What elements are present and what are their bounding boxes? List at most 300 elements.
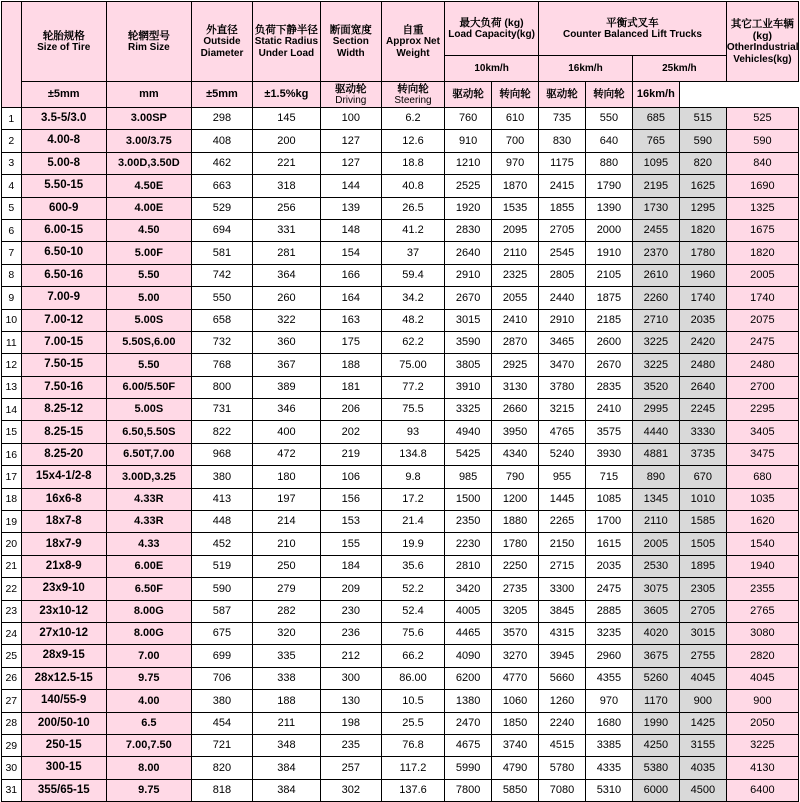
table-row: [2, 734, 799, 756]
cell-steering-25: 590: [679, 130, 726, 152]
cell-net-weight: 17.2: [381, 488, 444, 510]
cell-steering-25: 4035: [679, 757, 726, 779]
cell-steering-16: 970: [585, 690, 632, 712]
cell-rim-size: 6.00/5.50F: [106, 376, 191, 398]
cell-net-weight: 26.5: [381, 197, 444, 219]
cell-net-weight: 134.8: [381, 443, 444, 465]
cell-driving-10: 4090: [445, 645, 492, 667]
cell-other-vehicles: 840: [726, 152, 798, 174]
cell-steering-16: 3575: [585, 421, 632, 443]
cell-net-weight: 34.2: [381, 287, 444, 309]
cell-driving-16: 735: [539, 108, 586, 130]
row-index: 31: [2, 779, 22, 801]
table-row: [2, 667, 799, 689]
cell-steering-25: 1505: [679, 533, 726, 555]
cell-rim-size: 5.00S: [106, 309, 191, 331]
cell-other-vehicles: 1940: [726, 555, 798, 577]
row-index: 26: [2, 667, 22, 689]
cell-outside-diameter: 454: [191, 712, 252, 734]
cell-static-radius: 346: [253, 399, 321, 421]
cell-steering-16: 1910: [585, 242, 632, 264]
cell-driving-10: 760: [445, 108, 492, 130]
cell-section-width: 154: [320, 242, 381, 264]
unit-section-width: ±5mm: [191, 82, 252, 108]
cell-outside-diameter: 675: [191, 622, 252, 644]
cell-steering-10: 2250: [492, 555, 539, 577]
cell-other-vehicles: 1620: [726, 511, 798, 533]
cell-tire-size: 16x6-8: [21, 488, 106, 510]
cell-other-vehicles: 1325: [726, 197, 798, 219]
cell-static-radius: 145: [253, 108, 321, 130]
cell-driving-16: 2440: [539, 287, 586, 309]
cell-static-radius: 384: [253, 779, 321, 801]
cell-driving-25: 2110: [632, 511, 679, 533]
cell-tire-size: 8.25-20: [21, 443, 106, 465]
table-row: [2, 130, 799, 152]
cell-static-radius: 221: [253, 152, 321, 174]
cell-steering-10: 4340: [492, 443, 539, 465]
cell-driving-25: 5260: [632, 667, 679, 689]
cell-steering-10: 2870: [492, 331, 539, 353]
cell-steering-10: 700: [492, 130, 539, 152]
row-index: 18: [2, 488, 22, 510]
cell-outside-diameter: 768: [191, 354, 252, 376]
cell-steering-25: 2705: [679, 600, 726, 622]
cell-steering-25: 1895: [679, 555, 726, 577]
cell-driving-16: 5780: [539, 757, 586, 779]
cell-static-radius: 200: [253, 130, 321, 152]
cell-section-width: 230: [320, 600, 381, 622]
row-index: 3: [2, 152, 22, 174]
row-index: 24: [2, 622, 22, 644]
cell-steering-10: 970: [492, 152, 539, 174]
row-index: 1: [2, 108, 22, 130]
row-index: 8: [2, 264, 22, 286]
header-tire-size: 轮胎规格 Size of Tire: [21, 2, 106, 82]
row-index: 6: [2, 219, 22, 241]
cell-driving-25: 1730: [632, 197, 679, 219]
row-index: 15: [2, 421, 22, 443]
cell-driving-25: 3225: [632, 331, 679, 353]
cell-static-radius: 320: [253, 622, 321, 644]
cell-steering-25: 3735: [679, 443, 726, 465]
cell-driving-16: 1855: [539, 197, 586, 219]
cell-other-vehicles: 1675: [726, 219, 798, 241]
unit-other-vehicles: 16km/h: [632, 82, 679, 108]
cell-other-vehicles: 2820: [726, 645, 798, 667]
table-row: [2, 690, 799, 712]
row-index: 4: [2, 175, 22, 197]
cell-driving-25: 4020: [632, 622, 679, 644]
cell-driving-10: 2910: [445, 264, 492, 286]
table-row: [2, 555, 799, 577]
cell-outside-diameter: 550: [191, 287, 252, 309]
cell-driving-10: 2350: [445, 511, 492, 533]
cell-tire-size: 18x7-8: [21, 511, 106, 533]
cell-tire-size: 8.25-15: [21, 421, 106, 443]
cell-rim-size: 3.00/3.75: [106, 130, 191, 152]
cell-steering-25: 4500: [679, 779, 726, 801]
cell-steering-25: 3155: [679, 734, 726, 756]
cell-rim-size: 3.00SP: [106, 108, 191, 130]
cell-driving-25: 3605: [632, 600, 679, 622]
cell-steering-10: 1780: [492, 533, 539, 555]
cell-steering-25: 1625: [679, 175, 726, 197]
cell-tire-size: 5.00-8: [21, 152, 106, 174]
cell-section-width: 155: [320, 533, 381, 555]
cell-tire-size: 6.50-10: [21, 242, 106, 264]
cell-steering-16: 5310: [585, 779, 632, 801]
table-row: [2, 287, 799, 309]
cell-rim-size: 5.50S,6.00: [106, 331, 191, 353]
cell-rim-size: 3.00D,3.25: [106, 466, 191, 488]
cell-outside-diameter: 694: [191, 219, 252, 241]
cell-net-weight: 52.2: [381, 578, 444, 600]
cell-steering-16: 880: [585, 152, 632, 174]
cell-rim-size: 8.00G: [106, 600, 191, 622]
cell-rim-size: 6.50F: [106, 578, 191, 600]
cell-rim-size: 4.33R: [106, 488, 191, 510]
cell-rim-size: 6.5: [106, 712, 191, 734]
cell-outside-diameter: 413: [191, 488, 252, 510]
cell-driving-25: 2530: [632, 555, 679, 577]
cell-driving-16: 3845: [539, 600, 586, 622]
cell-outside-diameter: 968: [191, 443, 252, 465]
cell-driving-25: 4881: [632, 443, 679, 465]
cell-driving-10: 4940: [445, 421, 492, 443]
cell-steering-10: 1535: [492, 197, 539, 219]
cell-steering-16: 2105: [585, 264, 632, 286]
table-row: [2, 600, 799, 622]
cell-driving-10: 3805: [445, 354, 492, 376]
cell-tire-size: 8.25-12: [21, 399, 106, 421]
cell-steering-16: 2885: [585, 600, 632, 622]
cell-section-width: 156: [320, 488, 381, 510]
cell-static-radius: 367: [253, 354, 321, 376]
cell-other-vehicles: 2475: [726, 331, 798, 353]
header-driving-10: 驱动轮 Driving: [320, 82, 381, 108]
cell-outside-diameter: 706: [191, 667, 252, 689]
row-index: 30: [2, 757, 22, 779]
cell-section-width: 257: [320, 757, 381, 779]
cell-driving-10: 2810: [445, 555, 492, 577]
cell-driving-25: 765: [632, 130, 679, 152]
cell-other-vehicles: 590: [726, 130, 798, 152]
cell-steering-16: 2000: [585, 219, 632, 241]
cell-other-vehicles: 680: [726, 466, 798, 488]
row-index: 28: [2, 712, 22, 734]
cell-static-radius: 180: [253, 466, 321, 488]
cell-tire-size: 140/55-9: [21, 690, 106, 712]
cell-driving-25: 4440: [632, 421, 679, 443]
cell-driving-10: 1380: [445, 690, 492, 712]
cell-steering-10: 1200: [492, 488, 539, 510]
table-row: [2, 242, 799, 264]
cell-driving-16: 3470: [539, 354, 586, 376]
cell-rim-size: 4.50E: [106, 175, 191, 197]
cell-outside-diameter: 581: [191, 242, 252, 264]
cell-driving-10: 2670: [445, 287, 492, 309]
cell-driving-25: 1345: [632, 488, 679, 510]
cell-static-radius: 214: [253, 511, 321, 533]
cell-static-radius: 256: [253, 197, 321, 219]
cell-driving-25: 3225: [632, 354, 679, 376]
table-row: [2, 712, 799, 734]
cell-steering-10: 1880: [492, 511, 539, 533]
cell-driving-25: 2370: [632, 242, 679, 264]
cell-outside-diameter: 658: [191, 309, 252, 331]
cell-steering-25: 4045: [679, 667, 726, 689]
cell-net-weight: 137.6: [381, 779, 444, 801]
cell-steering-16: 2670: [585, 354, 632, 376]
cell-driving-16: 1175: [539, 152, 586, 174]
cell-net-weight: 93: [381, 421, 444, 443]
cell-outside-diameter: 380: [191, 690, 252, 712]
cell-section-width: 100: [320, 108, 381, 130]
cell-tire-size: 18x7-9: [21, 533, 106, 555]
table-row: [2, 309, 799, 331]
cell-driving-16: 3300: [539, 578, 586, 600]
cell-driving-10: 2525: [445, 175, 492, 197]
header-counter-balanced-lift-trucks: 平衡式叉车 Counter Balanced Lift Trucks: [539, 2, 727, 56]
cell-rim-size: 5.00: [106, 287, 191, 309]
header-other-industrial-vehicles: 其它工业车辆(kg) OtherIndustrial Vehicles(kg): [726, 2, 798, 82]
cell-outside-diameter: 590: [191, 578, 252, 600]
cell-rim-size: 5.50: [106, 354, 191, 376]
cell-tire-size: 15x4-1/2-8: [21, 466, 106, 488]
cell-tire-size: 27x10-12: [21, 622, 106, 644]
cell-section-width: 144: [320, 175, 381, 197]
cell-outside-diameter: 298: [191, 108, 252, 130]
cell-tire-size: 7.00-9: [21, 287, 106, 309]
table-row: [2, 354, 799, 376]
row-index: 27: [2, 690, 22, 712]
row-index: 16: [2, 443, 22, 465]
cell-static-radius: 338: [253, 667, 321, 689]
cell-steering-10: 1870: [492, 175, 539, 197]
cell-rim-size: 5.50: [106, 264, 191, 286]
table-row: [2, 421, 799, 443]
cell-rim-size: 4.00E: [106, 197, 191, 219]
cell-driving-16: 3945: [539, 645, 586, 667]
cell-steering-16: 2035: [585, 555, 632, 577]
table-row: [2, 108, 799, 130]
cell-section-width: 236: [320, 622, 381, 644]
cell-driving-10: 985: [445, 466, 492, 488]
cell-rim-size: 8.00G: [106, 622, 191, 644]
table-row: [2, 197, 799, 219]
cell-steering-10: 2110: [492, 242, 539, 264]
cell-rim-size: 4.33: [106, 533, 191, 555]
header-load-capacity: 最大负荷 (kg) Load Capacity(kg): [445, 2, 539, 56]
cell-rim-size: 8.00: [106, 757, 191, 779]
cell-steering-25: 515: [679, 108, 726, 130]
cell-steering-25: 1010: [679, 488, 726, 510]
cell-other-vehicles: 4130: [726, 757, 798, 779]
cell-driving-25: 1170: [632, 690, 679, 712]
cell-tire-size: 7.00-15: [21, 331, 106, 353]
row-index: 20: [2, 533, 22, 555]
cell-steering-16: 2410: [585, 399, 632, 421]
cell-net-weight: 35.6: [381, 555, 444, 577]
header-steering-10: 转向轮 Steering: [381, 82, 444, 108]
cell-outside-diameter: 699: [191, 645, 252, 667]
row-index: 2: [2, 130, 22, 152]
cell-net-weight: 25.5: [381, 712, 444, 734]
cell-section-width: 198: [320, 712, 381, 734]
cell-tire-size: 7.50-16: [21, 376, 106, 398]
cell-steering-10: 3130: [492, 376, 539, 398]
cell-section-width: 202: [320, 421, 381, 443]
cell-driving-16: 4315: [539, 622, 586, 644]
cell-driving-16: 955: [539, 466, 586, 488]
cell-steering-10: 3740: [492, 734, 539, 756]
cell-steering-10: 4770: [492, 667, 539, 689]
cell-net-weight: 19.9: [381, 533, 444, 555]
table-row: [2, 175, 799, 197]
cell-steering-25: 1585: [679, 511, 726, 533]
cell-net-weight: 59.4: [381, 264, 444, 286]
cell-driving-16: 2545: [539, 242, 586, 264]
row-index: 9: [2, 287, 22, 309]
cell-driving-16: 1260: [539, 690, 586, 712]
cell-section-width: 127: [320, 152, 381, 174]
cell-outside-diameter: 587: [191, 600, 252, 622]
cell-section-width: 163: [320, 309, 381, 331]
cell-net-weight: 62.2: [381, 331, 444, 353]
table-row: [2, 622, 799, 644]
cell-tire-size: 200/50-10: [21, 712, 106, 734]
cell-net-weight: 37: [381, 242, 444, 264]
cell-driving-16: 4765: [539, 421, 586, 443]
cell-driving-16: 3465: [539, 331, 586, 353]
row-index: 7: [2, 242, 22, 264]
cell-static-radius: 389: [253, 376, 321, 398]
table-row: [2, 488, 799, 510]
cell-rim-size: 6.50,5.50S: [106, 421, 191, 443]
cell-rim-size: 6.50T,7.00: [106, 443, 191, 465]
cell-driving-16: 2415: [539, 175, 586, 197]
cell-outside-diameter: 721: [191, 734, 252, 756]
cell-net-weight: 75.6: [381, 622, 444, 644]
cell-driving-10: 5425: [445, 443, 492, 465]
cell-rim-size: 4.00: [106, 690, 191, 712]
row-index: 13: [2, 376, 22, 398]
unit-net-weight: ±1.5%kg: [253, 82, 321, 108]
row-index: 14: [2, 399, 22, 421]
cell-driving-16: 2715: [539, 555, 586, 577]
cell-static-radius: 188: [253, 690, 321, 712]
cell-tire-size: 355/65-15: [21, 779, 106, 801]
cell-steering-25: 1425: [679, 712, 726, 734]
cell-steering-25: 2035: [679, 309, 726, 331]
cell-tire-size: 28x9-15: [21, 645, 106, 667]
cell-tire-size: 600-9: [21, 197, 106, 219]
cell-driving-16: 5660: [539, 667, 586, 689]
cell-section-width: 302: [320, 779, 381, 801]
row-index: 5: [2, 197, 22, 219]
cell-steering-16: 1875: [585, 287, 632, 309]
cell-other-vehicles: 525: [726, 108, 798, 130]
cell-driving-25: 2455: [632, 219, 679, 241]
cell-steering-25: 1740: [679, 287, 726, 309]
row-index: 12: [2, 354, 22, 376]
cell-driving-25: 1990: [632, 712, 679, 734]
cell-driving-16: 4515: [539, 734, 586, 756]
cell-tire-size: 300-15: [21, 757, 106, 779]
cell-driving-16: 1445: [539, 488, 586, 510]
cell-section-width: 153: [320, 511, 381, 533]
cell-tire-size: 6.50-16: [21, 264, 106, 286]
cell-driving-16: 3780: [539, 376, 586, 398]
cell-static-radius: 250: [253, 555, 321, 577]
cell-driving-25: 2005: [632, 533, 679, 555]
row-index: 22: [2, 578, 22, 600]
cell-steering-16: 3235: [585, 622, 632, 644]
cell-net-weight: 86.00: [381, 667, 444, 689]
unit-static-radius: mm: [106, 82, 191, 108]
cell-driving-10: 1920: [445, 197, 492, 219]
cell-outside-diameter: 452: [191, 533, 252, 555]
cell-tire-size: 3.5-5/3.0: [21, 108, 106, 130]
cell-net-weight: 117.2: [381, 757, 444, 779]
cell-driving-10: 910: [445, 130, 492, 152]
cell-steering-16: 1085: [585, 488, 632, 510]
cell-outside-diameter: 408: [191, 130, 252, 152]
cell-steering-16: 3385: [585, 734, 632, 756]
cell-section-width: 219: [320, 443, 381, 465]
cell-steering-10: 2410: [492, 309, 539, 331]
cell-section-width: 209: [320, 578, 381, 600]
cell-section-width: 106: [320, 466, 381, 488]
cell-static-radius: 281: [253, 242, 321, 264]
row-index: 21: [2, 555, 22, 577]
header-section-width: 断面宽度 Section Width: [320, 2, 381, 82]
cell-section-width: 127: [320, 130, 381, 152]
cell-net-weight: 48.2: [381, 309, 444, 331]
cell-outside-diameter: 663: [191, 175, 252, 197]
cell-section-width: 300: [320, 667, 381, 689]
cell-steering-10: 2325: [492, 264, 539, 286]
cell-steering-10: 3950: [492, 421, 539, 443]
row-index: 17: [2, 466, 22, 488]
cell-static-radius: 197: [253, 488, 321, 510]
cell-steering-10: 2055: [492, 287, 539, 309]
cell-steering-25: 2640: [679, 376, 726, 398]
cell-other-vehicles: 2355: [726, 578, 798, 600]
cell-driving-25: 6000: [632, 779, 679, 801]
cell-net-weight: 18.8: [381, 152, 444, 174]
cell-outside-diameter: 731: [191, 399, 252, 421]
cell-tire-size: 5.50-15: [21, 175, 106, 197]
cell-outside-diameter: 462: [191, 152, 252, 174]
cell-other-vehicles: 2765: [726, 600, 798, 622]
cell-steering-10: 2925: [492, 354, 539, 376]
table-row: [2, 578, 799, 600]
cell-steering-16: 4355: [585, 667, 632, 689]
cell-driving-16: 2240: [539, 712, 586, 734]
cell-other-vehicles: 3080: [726, 622, 798, 644]
cell-other-vehicles: 2075: [726, 309, 798, 331]
cell-net-weight: 75.5: [381, 399, 444, 421]
cell-driving-10: 2470: [445, 712, 492, 734]
header-static-radius: 负荷下静半径 Static Radius Under Load: [253, 2, 321, 82]
cell-driving-25: 890: [632, 466, 679, 488]
cell-driving-10: 1210: [445, 152, 492, 174]
cell-other-vehicles: 2050: [726, 712, 798, 734]
cell-other-vehicles: 2295: [726, 399, 798, 421]
cell-steering-10: 4790: [492, 757, 539, 779]
